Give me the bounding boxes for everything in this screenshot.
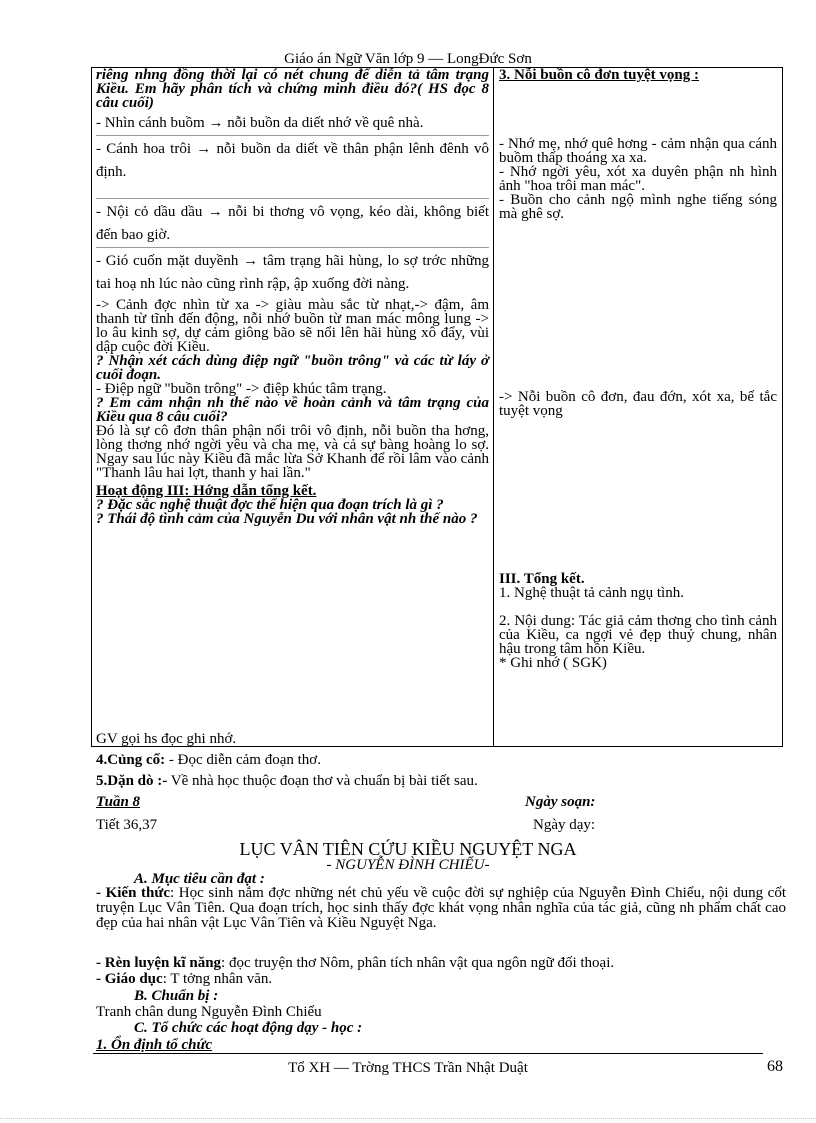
- page-footer: Tổ XH — Trờng THCS Trần Nhật Duật: [288, 1060, 528, 1076]
- activity-heading: Hoạt động III: Hớng dẫn tổng kết.: [96, 483, 317, 499]
- point-lover: - Nhớ ngời yêu, xót xa duyên phận nh hình ảnh "hoa trôi man mác".: [499, 164, 777, 194]
- question-feeling: ? Em cảm nhận nh thế nào về hoàn cảnh và tâm trạng của Kiều qua 8 câu cuối?: [96, 395, 489, 425]
- consolidation-label: 4.Củng cố:: [96, 752, 166, 768]
- week-row: [96, 794, 786, 811]
- summary-heading: III. Tổng kết.: [499, 571, 585, 587]
- question-intro: riêng nhng đồng thời lại có nét chung để diễn tả tâm trạng Kiều. Em hãy phân tích và chứng minh điều đó?( HS đọc 8 câu cuối): [96, 67, 489, 111]
- period-row: [96, 817, 786, 834]
- homework-line: [96, 773, 478, 790]
- section-b-text: Tranh chân dung Nguyễn Đình Chiểu: [96, 1004, 322, 1020]
- content-column: [494, 68, 782, 746]
- period-label: Tiết 36,37: [96, 817, 158, 833]
- teacher-activity-column: [92, 68, 494, 746]
- knowledge-text: : Học sinh nắm đợc những nét chủ yếu về cuộc đời sự nghiệp của Nguyễn Đình Chiểu, nội dung cốt truyện Lục Vân Tiên. Qua đoạn trích, học sinh thấy đợc khát vọng nhân nghĩa của tác giả, cũng nh phẩm chất cao đẹp của hai nhân vật Lục Vân Tiên và Kiều Nguyệt Nga.: [96, 885, 786, 931]
- consolidation-line: [96, 752, 321, 769]
- teacher-note: GV gọi hs đọc ghi nhớ.: [96, 731, 237, 747]
- conclusion-sorrow: -> Nỗi buồn cô đơn, đau đớn, xót xa, bế tắc tuyệt vọng: [499, 389, 777, 419]
- knowledge-label: - Kiến thức: [96, 885, 171, 901]
- analysis-flower: - Cánh hoa trôi → nỗi buồn da diết về thân phận lênh đênh vô định.: [96, 135, 489, 184]
- education-paragraph: [96, 972, 786, 987]
- summary-note: * Ghi nhớ ( SGK): [499, 655, 607, 671]
- education-text: : T tởng nhân văn.: [162, 971, 273, 987]
- lesson-table: [91, 67, 783, 747]
- lesson-author: - NGUYỄN ĐÌNH CHIỂU-: [326, 857, 490, 873]
- page-number: 68: [767, 1058, 783, 1075]
- section-b-heading: B. Chuẩn bị :: [134, 988, 219, 1004]
- lesson-title: LỤC VÂN TIÊN CỨU KIỀU NGUYỆT NGA: [239, 839, 577, 859]
- section-c1: 1. Ổn định tổ chức: [96, 1037, 213, 1053]
- question-attitude: ? Thái độ tình cảm của Nguyễn Du với nhân vật nh thế nào ?: [96, 511, 478, 527]
- homework-text: Về nhà học thuộc đoạn thơ và chuẩn bị bài tiết sau.: [167, 773, 478, 789]
- skills-paragraph: [96, 956, 786, 971]
- analysis-grass: - Nội cỏ dầu dầu → nỗi bi thơng vô vọng, kéo dài, không biết đến bao giờ.: [96, 198, 489, 247]
- skills-label: - Rèn luyện kĩ năng: [96, 955, 222, 971]
- point-waves: - Buồn cho cảnh ngộ mình nghe tiếng sóng mà ghê sợ.: [499, 192, 777, 222]
- summary-art: 1. Nghệ thuật tả cảnh ngụ tình.: [499, 585, 684, 601]
- answer-feeling: Đó là sự cô đơn thân phận nổi trôi vô định, nỗi buồn tha hơng, lòng thơng nhớ ngời yêu và cha mẹ, và cả sự bàng hoàng lo sợ. Ngay sau lúc này Kiều đã mắc lừa Sở Khanh để rồi lâm vào cảnh "Thanh lâu hai lợt, thanh y hai lần.": [96, 423, 489, 481]
- summary-content: 2. Nội dung: Tác giả cảm thơng cho tình cảnh của Kiều, ca ngợi vẻ đẹp thuỷ chung, nhân hậu trong tâm hồn Kiều.: [499, 613, 777, 657]
- education-label: - Giáo dục: [96, 971, 163, 987]
- page-header: Giáo án Ngữ Văn lớp 9 — LongĐức Sơn: [284, 51, 532, 67]
- footer-rule: [93, 1053, 763, 1054]
- homework-label: 5.Dặn dò :-: [96, 773, 168, 789]
- section-a-heading: A. Mục tiêu cần đạt :: [134, 871, 265, 887]
- section-heading-3: 3. Nỗi buồn cô đơn tuyệt vọng :: [499, 67, 700, 83]
- answer-repetition: - Điệp ngữ "buồn trông" -> điệp khúc tâm trạng.: [96, 381, 387, 397]
- question-repetition: ? Nhận xét cách dùng điệp ngữ "buồn trông" và các từ láy ở cuối đoạn.: [96, 353, 489, 383]
- section-c-heading: C. Tổ chức các hoạt động dạy - học :: [134, 1020, 363, 1036]
- question-art: ? Đặc sắc nghệ thuật đợc thể hiện qua đoạn trích là gì ?: [96, 497, 444, 513]
- prep-date-label: Ngày soạn:: [525, 794, 596, 810]
- knowledge-paragraph: [96, 886, 786, 931]
- teach-date-label: Ngày dạy:: [533, 817, 596, 833]
- analysis-wind: - Gió cuốn mặt duyềnh → tâm trạng hãi hùng, lo sợ trớc những tai hoạ nh lúc nào cũng rình rập, ập xuống đời nàng.: [96, 247, 489, 296]
- consolidation-text: - Đọc diễn cảm đoạn thơ.: [165, 752, 321, 768]
- week-label: Tuần 8: [96, 794, 141, 810]
- analysis-sail: - Nhìn cánh buồm → nỗi buồn da diết nhớ về quê nhà.: [96, 115, 424, 131]
- page-edge-dots: [0, 1118, 816, 1119]
- analysis-summary: -> Cảnh đợc nhìn từ xa -> giàu màu sắc từ nhạt,-> đậm, âm thanh từ tĩnh đến động, nỗi nhớ buồn từ man mác mông lung -> lo âu kinh sợ, dự cảm giông bão sẽ nổi lên hãi hùng xô đẩy, vùi dập cuộc đời Kiều.: [96, 297, 489, 355]
- point-mother: - Nhớ mẹ, nhớ quê hơng - cảm nhận qua cánh buồm thấp thoáng xa xa.: [499, 136, 777, 166]
- skills-text: : đọc truyện thơ Nôm, phân tích nhân vật qua ngôn ngữ đối thoại.: [221, 955, 615, 971]
